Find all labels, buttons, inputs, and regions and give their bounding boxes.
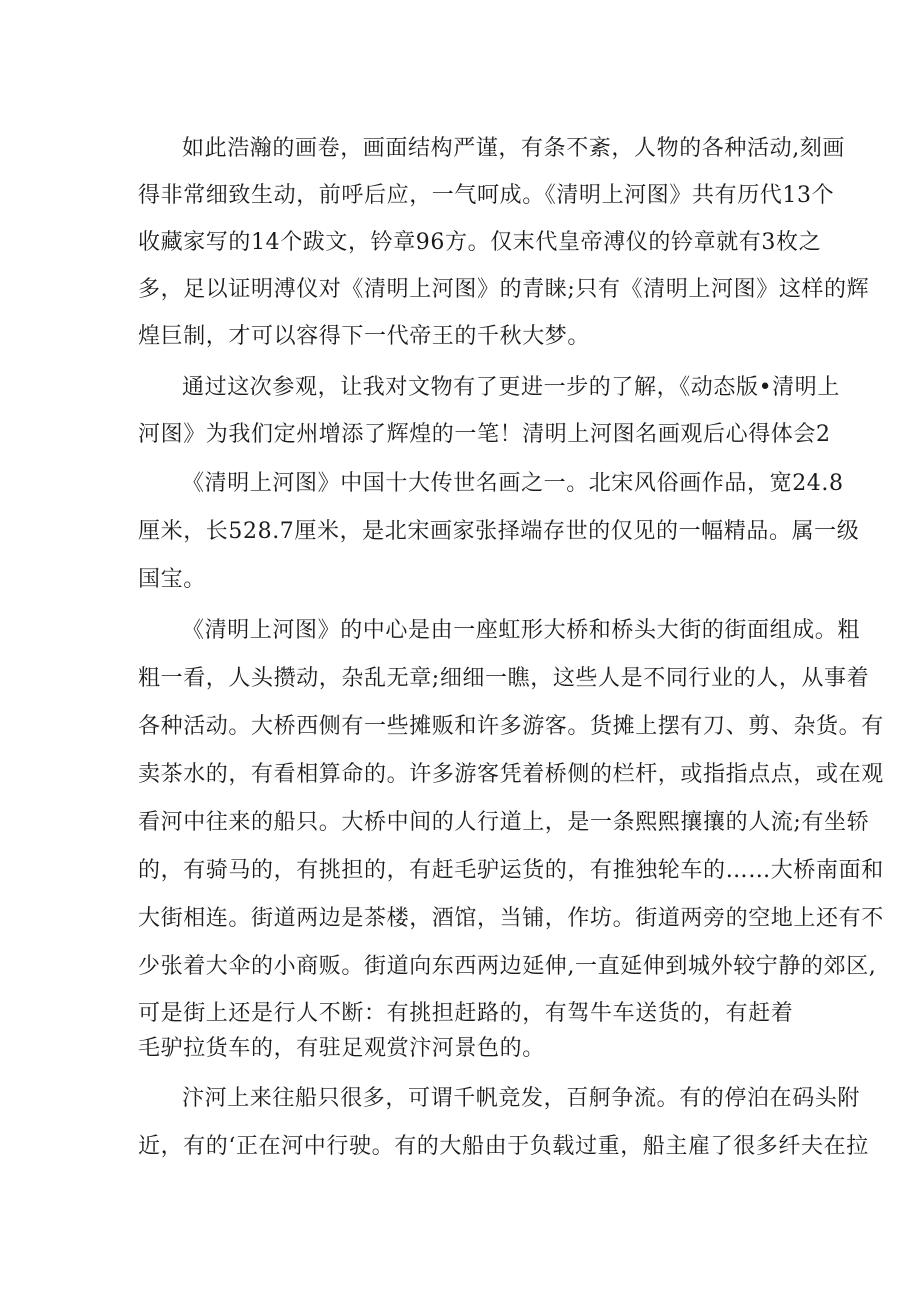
text-line: 得非常细致生动，前呼后应，一气呵成。《清明上河图》共有历代13个 xyxy=(138,183,835,208)
text-line: 粗一看，人头攒动，杂乱无章;细细一瞧，这些人是不同行业的人，从事着 xyxy=(138,666,870,691)
text-line: 煌巨制，才可以容得下一代帝王的千秋大梦。 xyxy=(138,324,591,349)
text-line: 河图》为我们定州增添了辉煌的一笔！清明上河图名画观后心得体会2 xyxy=(138,422,831,447)
text-line: 可是街上还是行人不断：有挑担赶路的，有驾牛车送货的，有赶着 xyxy=(138,1001,794,1026)
text-line: 大街相连。街道两边是茶楼，酒馆，当铺，作坊。街道两旁的空地上还有不 xyxy=(138,906,884,931)
text-line: 如此浩瀚的画卷，画面结构严谨，有条不紊，人物的各种活动,刻画 xyxy=(182,136,845,161)
text-line: 多，足以证明溥仪对《清明上河图》的青睐;只有《清明上河图》这样的辉 xyxy=(138,277,870,302)
text-line: 看河中往来的船只。大桥中间的人行道上，是一条熙熙攘攘的人流;有坐轿 xyxy=(138,810,870,835)
text-line: 收藏家写的14个跋文，钤章96方。仅末代皇帝溥仪的钤章就有3枚之 xyxy=(138,230,822,255)
text-line: 国宝。 xyxy=(138,567,206,592)
text-line: 《清明上河图》中国十大传世名画之一。北宋风俗画作品，宽24.8 xyxy=(182,471,844,496)
text-line: 通过这次参观，让我对文物有了更进一步的了解，《动态版•清明上 xyxy=(182,375,840,400)
text-line: 各种活动。大桥西侧有一些摊贩和许多游客。货摊上摆有刀、剪、杂货。有 xyxy=(138,714,884,739)
text-line: 少张着大伞的小商贩。街道向东西两边延伸,一直延伸到城外较宁静的郊区, xyxy=(138,954,877,979)
text-line: 的，有骑马的，有挑担的，有赶毛驴运货的，有推独轮车的……大桥南面和 xyxy=(138,858,884,883)
text-line: 毛驴拉货车的，有驻足观赏汴河景色的。 xyxy=(138,1036,545,1061)
text-line: 汴河上来往船只很多，可谓千帆竞发，百舸争流。有的停泊在码头附 xyxy=(182,1086,861,1111)
text-line: 厘米，长528.7厘米，是北宋画家张择端存世的仅见的一幅精品。属一级 xyxy=(138,519,860,544)
text-line: 卖茶水的，有看相算命的。许多游客凭着桥侧的栏杆，或指指点点，或在观 xyxy=(138,762,884,787)
text-line: 近，有的‘正在河中行驶。有的大船由于负载过重，船主雇了很多纤夫在拉 xyxy=(138,1134,869,1159)
text-line: 《清明上河图》的中心是由一座虹形大桥和桥头大街的街面组成。粗 xyxy=(182,618,861,643)
